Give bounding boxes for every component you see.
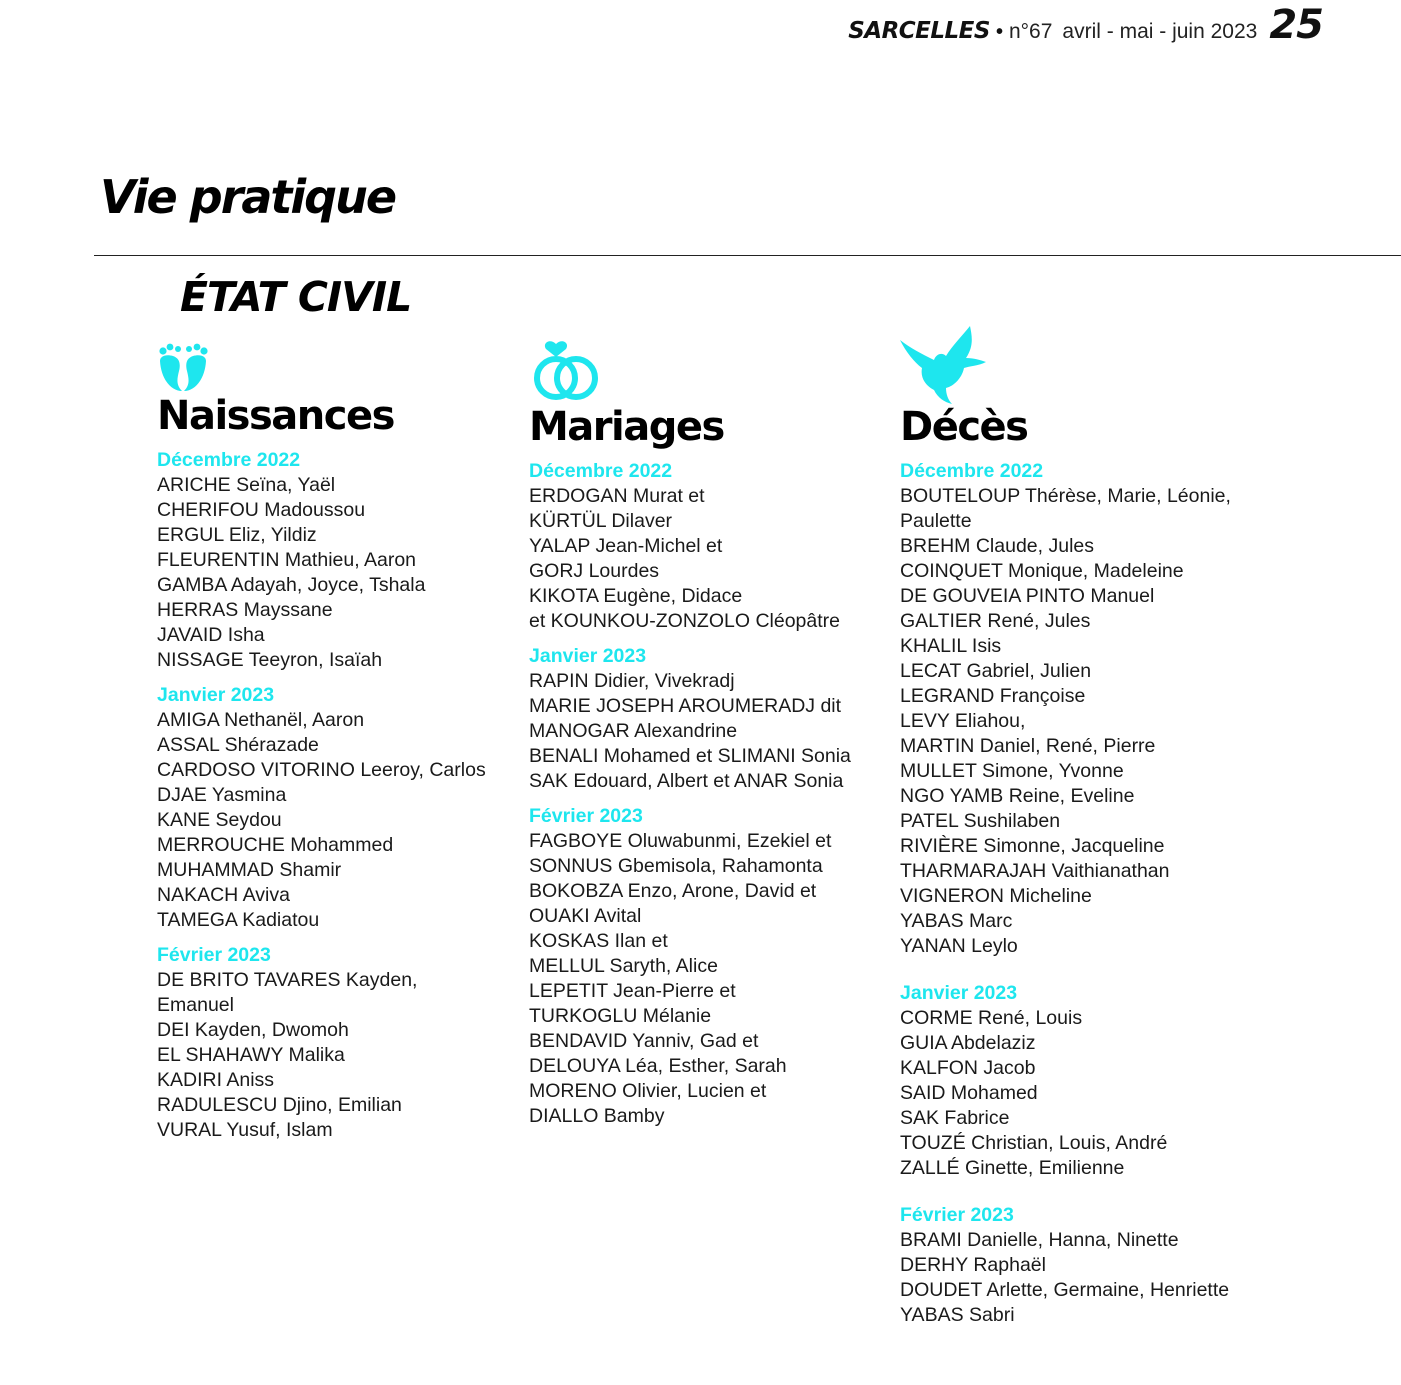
section-divider [94, 255, 1401, 256]
section-title: Vie pratique [100, 170, 396, 224]
month-heading: Février 2023 [157, 944, 271, 966]
list-item: LEPETIT Jean-Pierre et [529, 980, 736, 1002]
dove-icon [900, 324, 988, 404]
list-item: BENDAVID Yanniv, Gad et [529, 1030, 759, 1052]
list-item: COINQUET Monique, Madeleine [900, 560, 1184, 582]
list-item: JAVAID Isha [157, 624, 265, 646]
list-item: ARICHE Seïna, Yaël [157, 474, 336, 496]
list-item: DELOUYA Léa, Esther, Sarah [529, 1055, 787, 1077]
magazine-brand: SARCELLES [848, 18, 990, 44]
list-item: DERHY Raphaël [900, 1254, 1046, 1276]
list-item: BREHM Claude, Jules [900, 535, 1094, 557]
list-item: EL SHAHAWY Malika [157, 1044, 345, 1066]
issue-number: n°67 [1008, 20, 1053, 43]
list-item: TOUZÉ Christian, Louis, André [900, 1132, 1168, 1154]
list-item: DIALLO Bamby [529, 1105, 665, 1127]
list-item: BOUTELOUP Thérèse, Marie, Léonie, [900, 485, 1231, 507]
list-item: LEGRAND Françoise [900, 685, 1086, 707]
month-heading: Décembre 2022 [529, 460, 673, 482]
list-item: GORJ Lourdes [529, 560, 660, 582]
deces-group-decembre [900, 459, 1231, 959]
list-item: SAK Edouard, Albert et ANAR Sonia [529, 770, 844, 792]
list-item: GAMBA Adayah, Joyce, Tshala [157, 574, 426, 596]
list-item: KÜRTÜL Dilaver [529, 510, 673, 532]
list-item: RIVIÈRE Simonne, Jacqueline [900, 835, 1165, 857]
list-item: NGO YAMB Reine, Eveline [900, 785, 1135, 807]
page-header [848, 2, 1323, 48]
list-item: PATEL Sushilaben [900, 810, 1061, 832]
month-heading: Janvier 2023 [529, 645, 647, 667]
list-item: YABAS Sabri [900, 1304, 1015, 1326]
list-item: Emanuel [157, 994, 234, 1016]
list-item: YABAS Marc [900, 910, 1013, 932]
month-heading: Janvier 2023 [157, 684, 275, 706]
list-item: MANOGAR Alexandrine [529, 720, 738, 742]
mariages-title: Mariages [529, 404, 724, 450]
month-heading: Février 2023 [900, 1204, 1014, 1226]
list-item: DOUDET Arlette, Germaine, Henriette [900, 1279, 1230, 1301]
list-item: MULLET Simone, Yvonne [900, 760, 1124, 782]
list-item: ERDOGAN Murat et [529, 485, 705, 507]
month-heading: Février 2023 [529, 805, 643, 827]
list-item: OUAKI Avital [529, 905, 642, 927]
list-item: KANE Seydou [157, 809, 282, 831]
list-item: VURAL Yusuf, Islam [157, 1119, 333, 1141]
list-item: MORENO Olivier, Lucien et [529, 1080, 767, 1102]
deces-group-janvier [900, 981, 1231, 1181]
list-item: YALAP Jean-Michel et [529, 535, 723, 557]
wedding-rings-icon [529, 338, 603, 404]
list-item: TAMEGA Kadiatou [157, 909, 320, 931]
list-item: DEI Kayden, Dwomoh [157, 1019, 349, 1041]
list-item: RAPIN Didier, Vivekradj [529, 670, 735, 692]
list-item: MARIE JOSEPH AROUMERADJ dit [529, 695, 842, 717]
list-item: NISSAGE Teeyron, Isaïah [157, 649, 383, 671]
list-item: MARTIN Daniel, René, Pierre [900, 735, 1156, 757]
naissances-title: Naissances [157, 393, 394, 439]
month-heading: Décembre 2022 [900, 460, 1044, 482]
list-item: ERGUL Eliz, Yildiz [157, 524, 317, 546]
mariages-group-decembre [529, 459, 851, 634]
list-item: FLEURENTIN Mathieu, Aaron [157, 549, 417, 571]
month-heading: Janvier 2023 [900, 982, 1018, 1004]
naissances-group-fevrier [157, 943, 486, 1143]
list-item: AMIGA Nethanël, Aaron [157, 709, 365, 731]
column-deces [900, 324, 1231, 1328]
list-item: DE BRITO TAVARES Kayden, [157, 969, 418, 991]
naissances-group-decembre [157, 448, 486, 673]
list-item: CHERIFOU Madoussou [157, 499, 366, 521]
deces-group-fevrier [900, 1203, 1231, 1328]
list-item: MUHAMMAD Shamir [157, 859, 342, 881]
list-item: NAKACH Aviva [157, 884, 290, 906]
list-item: THARMARAJAH Vaithianathan [900, 860, 1170, 882]
mariages-group-janvier [529, 644, 851, 794]
list-item: BRAMI Danielle, Hanna, Ninette [900, 1229, 1179, 1251]
naissances-group-janvier [157, 683, 486, 933]
list-item: BOKOBZA Enzo, Arone, David et [529, 880, 817, 902]
list-item: SAK Fabrice [900, 1107, 1010, 1129]
list-item: SONNUS Gbemisola, Rahamonta [529, 855, 823, 877]
list-item: YANAN Leylo [900, 935, 1018, 957]
list-item: MELLUL Saryth, Alice [529, 955, 718, 977]
list-item: KADIRI Aniss [157, 1069, 275, 1091]
list-item: DE GOUVEIA PINTO Manuel [900, 585, 1155, 607]
list-item: LEVY Eliahou, [900, 710, 1026, 732]
column-mariages [529, 338, 851, 1129]
list-item: GALTIER René, Jules [900, 610, 1091, 632]
list-item: CARDOSO VITORINO Leeroy, Carlos [157, 759, 486, 781]
issue-dates: avril - mai - juin 2023 [1062, 20, 1258, 43]
page-subtitle: ÉTAT CIVIL [180, 273, 412, 321]
list-item: KOSKAS Ilan et [529, 930, 668, 952]
header-separator: • [995, 21, 1003, 43]
list-item: MERROUCHE Mohammed [157, 834, 394, 856]
list-item: BENALI Mohamed et SLIMANI Sonia [529, 745, 851, 767]
deces-title: Décès [900, 404, 1028, 450]
list-item: KHALIL Isis [900, 635, 1002, 657]
column-naissances [157, 343, 486, 1143]
list-item: FAGBOYE Oluwabunmi, Ezekiel et [529, 830, 832, 852]
list-item: et KOUNKOU-ZONZOLO Cléopâtre [529, 610, 840, 632]
page-number: 25 [1269, 2, 1323, 48]
list-item: SAID Mohamed [900, 1082, 1038, 1104]
list-item: DJAE Yasmina [157, 784, 287, 806]
month-heading: Décembre 2022 [157, 449, 301, 471]
list-item: HERRAS Mayssane [157, 599, 333, 621]
list-item: KIKOTA Eugène, Didace [529, 585, 743, 607]
list-item: TURKOGLU Mélanie [529, 1005, 712, 1027]
list-item: KALFON Jacob [900, 1057, 1036, 1079]
list-item: GUIA Abdelaziz [900, 1032, 1036, 1054]
list-item: ZALLÉ Ginette, Emilienne [900, 1157, 1125, 1179]
mariages-group-fevrier [529, 804, 851, 1129]
list-item: RADULESCU Djino, Emilian [157, 1094, 402, 1116]
list-item: ASSAL Shérazade [157, 734, 319, 756]
list-item: LECAT Gabriel, Julien [900, 660, 1092, 682]
list-item: VIGNERON Micheline [900, 885, 1092, 907]
list-item: Paulette [900, 510, 972, 532]
baby-feet-icon [157, 343, 209, 393]
list-item: CORME René, Louis [900, 1007, 1083, 1029]
